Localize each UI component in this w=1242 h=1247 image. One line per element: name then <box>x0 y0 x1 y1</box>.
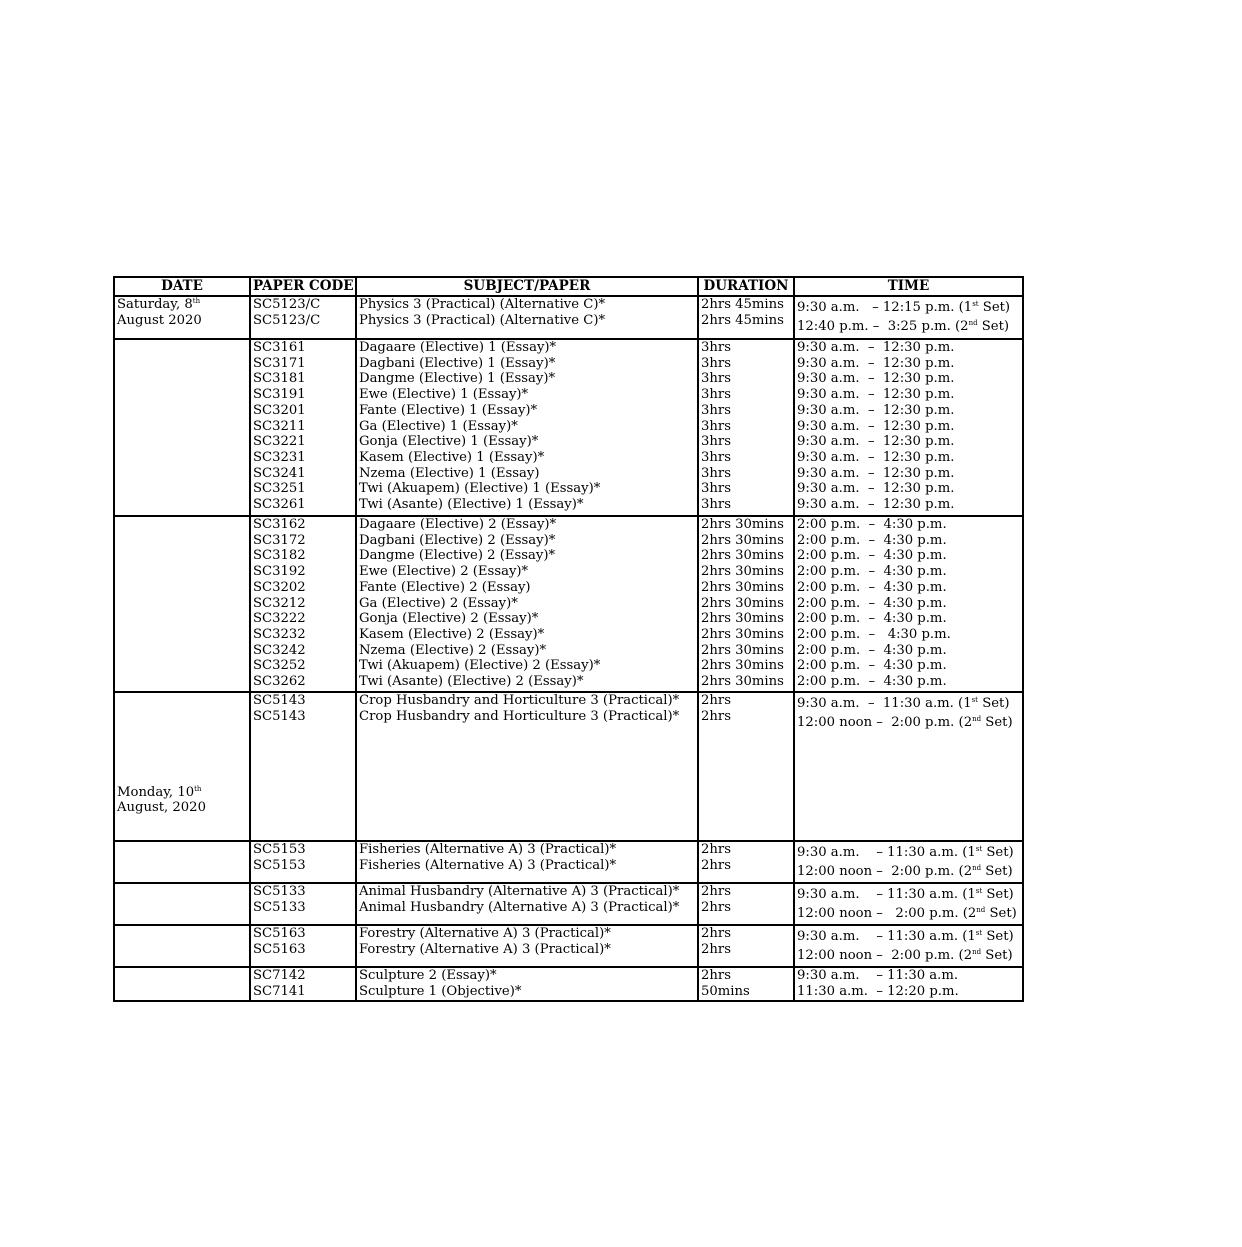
time-slot: 9:30 a.m. – 11:30 a.m. (1st Set) <box>797 696 1010 711</box>
time-slot: 9:30 a.m. – 12:30 p.m. <box>797 340 955 355</box>
paper-code: SC7142 <box>253 968 306 983</box>
time-slot: 9:30 a.m. – 12:30 p.m. <box>797 355 955 371</box>
paper-code: SC3222 <box>253 611 306 627</box>
duration: 50mins <box>701 983 750 999</box>
subject-paper: Fante (Elective) 1 (Essay)* <box>359 402 538 418</box>
duration: 2hrs 30mins <box>701 579 784 595</box>
paper-code: SC5143 <box>253 693 306 708</box>
paper-code: SC3202 <box>253 579 306 595</box>
duration: 2hrs <box>701 941 731 957</box>
time-slot: 9:30 a.m. – 12:30 p.m. <box>797 402 955 418</box>
paper-code: SC5123/C <box>253 297 321 312</box>
time-slot: 9:30 a.m. – 12:30 p.m. <box>797 434 955 450</box>
paper-code: SC3212 <box>253 595 306 611</box>
duration: 2hrs <box>701 857 731 873</box>
duration-cell <box>698 516 794 692</box>
duration: 2hrs 30mins <box>701 532 784 548</box>
date-cell <box>114 925 250 967</box>
table-row-group <box>114 883 1023 925</box>
subject-paper: Twi (Asante) (Elective) 1 (Essay)* <box>359 497 584 513</box>
subject-paper: Sculpture 2 (Essay)* <box>359 968 497 983</box>
paper-code: SC3171 <box>253 355 306 371</box>
subject-paper-cell <box>356 339 698 516</box>
paper-code-cell <box>250 841 356 883</box>
duration-cell <box>698 339 794 516</box>
time-slot: 9:30 a.m. – 12:30 p.m. <box>797 465 955 481</box>
subject-paper: Animal Husbandry (Alternative A) 3 (Practical)* <box>359 884 680 899</box>
time-cell <box>794 925 1023 967</box>
time-slot: 9:30 a.m. – 11:30 a.m. <box>797 968 959 983</box>
date-cell <box>114 692 250 841</box>
duration-cell <box>698 967 794 1001</box>
paper-code-cell <box>250 692 356 841</box>
time-slot: 9:30 a.m. – 12:30 p.m. <box>797 418 955 434</box>
subject-paper: Sculpture 1 (Objective)* <box>359 983 522 999</box>
paper-code: SC3252 <box>253 658 306 674</box>
paper-code: SC3261 <box>253 497 306 513</box>
time-slot: 2:00 p.m. – 4:30 p.m. <box>797 532 947 548</box>
table-row-group <box>114 339 1023 516</box>
subject-paper: Fante (Elective) 2 (Essay) <box>359 579 531 595</box>
table-row-group <box>114 692 1023 841</box>
paper-code: SC3192 <box>253 564 306 580</box>
time-slot: 2:00 p.m. – 4:30 p.m. <box>797 611 947 627</box>
paper-code: SC3161 <box>253 340 306 355</box>
subject-paper: Twi (Akuapem) (Elective) 1 (Essay)* <box>359 481 601 497</box>
paper-code: SC5153 <box>253 842 306 857</box>
duration: 2hrs <box>701 884 731 899</box>
header-time: TIME <box>794 277 1023 296</box>
paper-code-cell <box>250 967 356 1001</box>
time-slot: 12:40 p.m. – 3:25 p.m. (2nd Set) <box>797 318 1010 334</box>
time-slot: 2:00 p.m. – 4:30 p.m. <box>797 548 947 564</box>
subject-paper: Crop Husbandry and Horticulture 3 (Practical)* <box>359 693 680 708</box>
paper-code-cell <box>250 339 356 516</box>
subject-paper: Twi (Asante) (Elective) 2 (Essay)* <box>359 674 584 690</box>
paper-code-cell <box>250 925 356 967</box>
time-cell <box>794 296 1023 339</box>
time-slot: 9:30 a.m. – 12:30 p.m. <box>797 387 955 403</box>
time-slot: 2:00 p.m. – 4:30 p.m. <box>797 517 947 532</box>
subject-paper: Physics 3 (Practical) (Alternative C)* <box>359 297 606 312</box>
duration: 3hrs <box>701 481 731 497</box>
subject-paper: Fisheries (Alternative A) 3 (Practical)* <box>359 857 617 873</box>
paper-code-cell <box>250 296 356 339</box>
time-slot: 2:00 p.m. – 4:30 p.m. <box>797 674 947 690</box>
paper-code: SC3172 <box>253 532 306 548</box>
paper-code: SC3221 <box>253 434 306 450</box>
duration: 3hrs <box>701 402 731 418</box>
duration: 2hrs <box>701 693 731 708</box>
time-slot: 9:30 a.m. – 12:30 p.m. <box>797 449 955 465</box>
time-slot: 2:00 p.m. – 4:30 p.m. <box>797 595 947 611</box>
subject-paper: Ewe (Elective) 1 (Essay)* <box>359 387 529 403</box>
subject-paper-cell <box>356 692 698 841</box>
time-slot: 12:00 noon – 2:00 p.m. (2nd Set) <box>797 714 1013 730</box>
subject-paper: Gonja (Elective) 1 (Essay)* <box>359 434 539 450</box>
time-slot: 2:00 p.m. – 4:30 p.m. <box>797 579 947 595</box>
time-slot: 9:30 a.m. – 11:30 a.m. (1st Set) <box>797 845 1014 860</box>
time-slot: 9:30 a.m. – 11:30 a.m. (1st Set) <box>797 929 1014 944</box>
duration: 2hrs 30mins <box>701 548 784 564</box>
duration: 2hrs <box>701 899 731 915</box>
paper-code: SC3181 <box>253 371 306 387</box>
duration: 3hrs <box>701 387 731 403</box>
date-cell <box>114 883 250 925</box>
table-row-group <box>114 967 1023 1001</box>
time-cell <box>794 692 1023 841</box>
subject-paper: Crop Husbandry and Horticulture 3 (Practical)* <box>359 708 680 724</box>
paper-code-cell <box>250 883 356 925</box>
date-month-year: August, 2020 <box>117 800 206 816</box>
time-cell <box>794 883 1023 925</box>
paper-code: SC3211 <box>253 418 306 434</box>
time-slot: 11:30 a.m. – 12:20 p.m. <box>797 983 959 999</box>
paper-code: SC3251 <box>253 481 306 497</box>
duration: 2hrs 30mins <box>701 626 784 642</box>
duration: 2hrs 30mins <box>701 564 784 580</box>
table-row-group <box>114 296 1023 339</box>
paper-code: SC3241 <box>253 465 306 481</box>
time-cell <box>794 841 1023 883</box>
duration: 3hrs <box>701 449 731 465</box>
paper-code: SC3231 <box>253 449 306 465</box>
subject-paper: Gonja (Elective) 2 (Essay)* <box>359 611 539 627</box>
date-cell <box>114 841 250 883</box>
exam-timetable <box>113 276 1024 1002</box>
time-slot: 9:30 a.m. – 12:30 p.m. <box>797 497 955 513</box>
time-cell <box>794 967 1023 1001</box>
subject-paper: Dangme (Elective) 2 (Essay)* <box>359 548 556 564</box>
duration: 3hrs <box>701 465 731 481</box>
subject-paper-cell <box>356 967 698 1001</box>
time-slot: 2:00 p.m. – 4:30 p.m. <box>797 564 947 580</box>
duration: 3hrs <box>701 497 731 513</box>
table-row-group <box>114 841 1023 883</box>
time-cell <box>794 339 1023 516</box>
subject-paper: Dagaare (Elective) 2 (Essay)* <box>359 517 557 532</box>
time-slot: 12:00 noon – 2:00 p.m. (2nd Set) <box>797 905 1017 921</box>
time-slot: 9:30 a.m. – 12:30 p.m. <box>797 371 955 387</box>
paper-code: SC5133 <box>253 884 306 899</box>
date-cell <box>114 296 250 339</box>
subject-paper: Forestry (Alternative A) 3 (Practical)* <box>359 941 611 957</box>
subject-paper: Dangme (Elective) 1 (Essay)* <box>359 371 556 387</box>
subject-paper-cell <box>356 296 698 339</box>
paper-code: SC5153 <box>253 857 306 873</box>
duration: 2hrs <box>701 926 731 941</box>
subject-paper: Ga (Elective) 2 (Essay)* <box>359 595 518 611</box>
date-month-year: August 2020 <box>117 312 202 328</box>
time-slot: 9:30 a.m. – 11:30 a.m. (1st Set) <box>797 887 1014 902</box>
duration: 2hrs 45mins <box>701 312 784 328</box>
paper-code: SC5143 <box>253 708 306 724</box>
subject-paper-cell <box>356 516 698 692</box>
duration-cell <box>698 692 794 841</box>
date-cell <box>114 516 250 692</box>
paper-code: SC5163 <box>253 926 306 941</box>
time-cell <box>794 516 1023 692</box>
paper-code: SC3201 <box>253 402 306 418</box>
header-row <box>114 277 1023 296</box>
subject-paper: Ga (Elective) 1 (Essay)* <box>359 418 518 434</box>
duration: 2hrs 30mins <box>701 517 784 532</box>
header-duration: DURATION <box>698 277 794 296</box>
table-row-group <box>114 516 1023 692</box>
duration: 2hrs 30mins <box>701 595 784 611</box>
date-day: Monday, 10th <box>117 784 202 800</box>
duration: 2hrs 45mins <box>701 297 784 312</box>
duration-cell <box>698 841 794 883</box>
subject-paper: Dagbani (Elective) 1 (Essay)* <box>359 355 556 371</box>
subject-paper-cell <box>356 841 698 883</box>
subject-paper: Animal Husbandry (Alternative A) 3 (Practical)* <box>359 899 680 915</box>
paper-code: SC5123/C <box>253 312 321 328</box>
subject-paper: Dagaare (Elective) 1 (Essay)* <box>359 340 557 355</box>
duration: 2hrs <box>701 708 731 724</box>
duration: 3hrs <box>701 418 731 434</box>
subject-paper: Nzema (Elective) 2 (Essay)* <box>359 642 547 658</box>
duration-cell <box>698 296 794 339</box>
time-slot: 2:00 p.m. – 4:30 p.m. <box>797 658 947 674</box>
header-subject-paper: SUBJECT/PAPER <box>356 277 698 296</box>
paper-code: SC3242 <box>253 642 306 658</box>
duration: 2hrs 30mins <box>701 658 784 674</box>
subject-paper: Kasem (Elective) 1 (Essay)* <box>359 449 545 465</box>
paper-code: SC5133 <box>253 899 306 915</box>
table-row-group <box>114 925 1023 967</box>
header-paper-code: PAPER CODE <box>250 277 356 296</box>
header-date: DATE <box>114 277 250 296</box>
paper-code: SC3262 <box>253 674 306 690</box>
paper-code: SC3232 <box>253 626 306 642</box>
duration: 3hrs <box>701 340 731 355</box>
paper-code: SC7141 <box>253 983 306 999</box>
duration: 2hrs 30mins <box>701 642 784 658</box>
duration-cell <box>698 883 794 925</box>
duration: 3hrs <box>701 355 731 371</box>
time-slot: 9:30 a.m. – 12:15 p.m. (1st Set) <box>797 300 1011 315</box>
paper-code-cell <box>250 516 356 692</box>
date-cell <box>114 339 250 516</box>
duration-cell <box>698 925 794 967</box>
paper-code: SC3191 <box>253 387 306 403</box>
subject-paper: Physics 3 (Practical) (Alternative C)* <box>359 312 606 328</box>
subject-paper: Twi (Akuapem) (Elective) 2 (Essay)* <box>359 658 601 674</box>
duration: 2hrs <box>701 968 731 983</box>
duration: 3hrs <box>701 371 731 387</box>
paper-code: SC3182 <box>253 548 306 564</box>
subject-paper: Ewe (Elective) 2 (Essay)* <box>359 564 529 580</box>
time-slot: 2:00 p.m. – 4:30 p.m. <box>797 626 951 642</box>
time-slot: 9:30 a.m. – 12:30 p.m. <box>797 481 955 497</box>
duration: 2hrs <box>701 842 731 857</box>
duration: 2hrs 30mins <box>701 674 784 690</box>
time-slot: 2:00 p.m. – 4:30 p.m. <box>797 642 947 658</box>
date-day: Saturday, 8th <box>117 297 201 312</box>
subject-paper: Dagbani (Elective) 2 (Essay)* <box>359 532 556 548</box>
paper-code: SC5163 <box>253 941 306 957</box>
subject-paper-cell <box>356 883 698 925</box>
subject-paper: Kasem (Elective) 2 (Essay)* <box>359 626 545 642</box>
subject-paper-cell <box>356 925 698 967</box>
time-slot: 12:00 noon – 2:00 p.m. (2nd Set) <box>797 947 1013 963</box>
subject-paper: Fisheries (Alternative A) 3 (Practical)* <box>359 842 617 857</box>
subject-paper: Nzema (Elective) 1 (Essay) <box>359 465 540 481</box>
duration: 2hrs 30mins <box>701 611 784 627</box>
paper-code: SC3162 <box>253 517 306 532</box>
date-cell <box>114 967 250 1001</box>
duration: 3hrs <box>701 434 731 450</box>
subject-paper: Forestry (Alternative A) 3 (Practical)* <box>359 926 611 941</box>
time-slot: 12:00 noon – 2:00 p.m. (2nd Set) <box>797 863 1013 879</box>
